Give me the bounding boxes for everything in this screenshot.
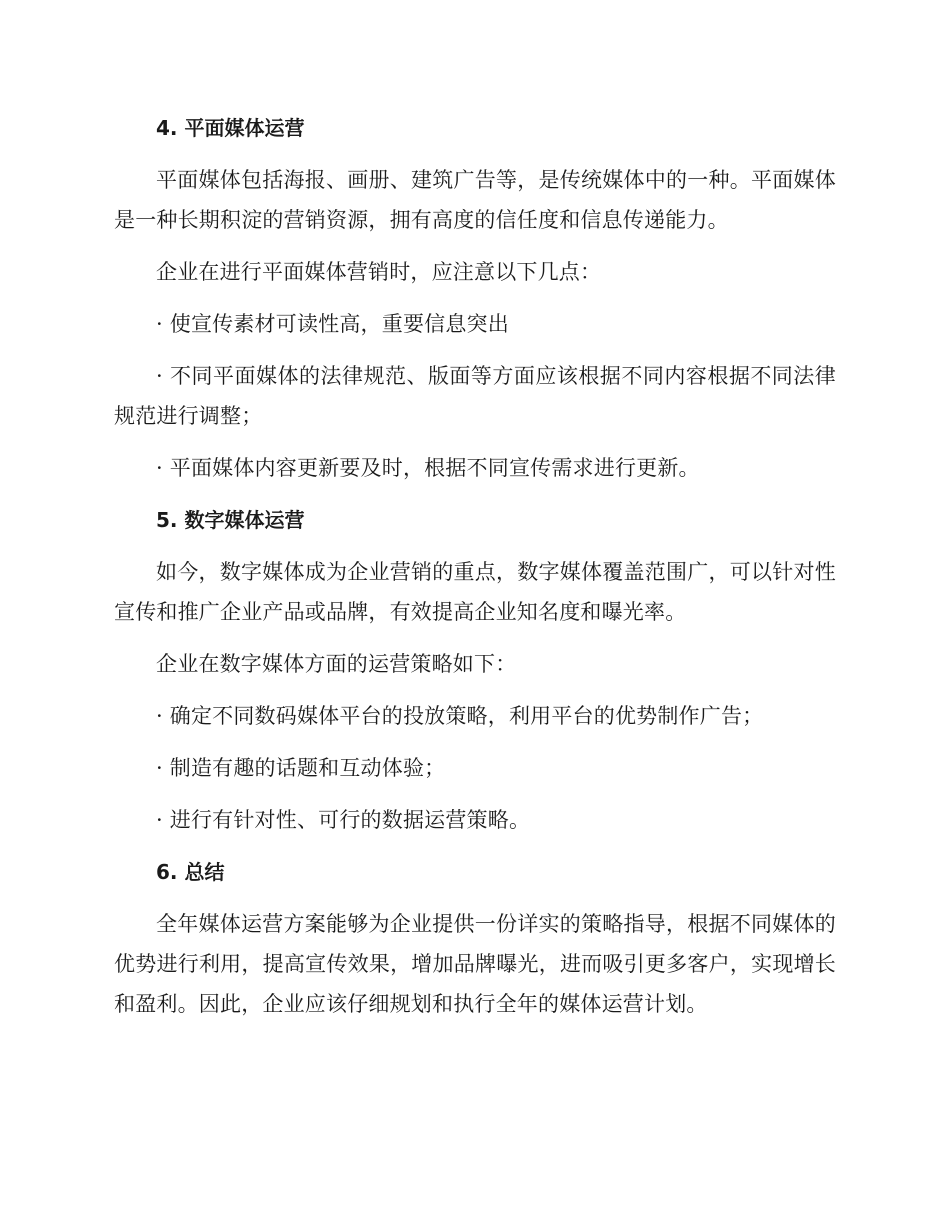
paragraph-summary: 全年媒体运营方案能够为企业提供一份详实的策略指导，根据不同媒体的优势进行利用，提高宣传效果，增加品牌曝光，进而吸引更多客户，实现增长和盈利。因此，企业应该仔细规划和执行全年的媒体运营计划。 — [114, 912, 836, 1016]
paragraph-print-media-intro: 平面媒体包括海报、画册、建筑广告等，是传统媒体中的一种。平面媒体是一种长期积淀的营销资源，拥有高度的信任度和信息传递能力。 — [114, 168, 836, 232]
document-body — [114, 108, 836, 1036]
section-heading-print-media: 4. 平面媒体运营 — [156, 116, 305, 140]
list-item: · 确定不同数码媒体平台的投放策略，利用平台的优势制作广告； — [156, 704, 764, 728]
section-heading-summary: 6. 总结 — [156, 860, 225, 884]
section-heading-digital-media: 5. 数字媒体运营 — [156, 508, 305, 532]
list-item: · 制造有趣的话题和互动体验； — [156, 756, 446, 780]
paragraph-print-media-notes: 企业在进行平面媒体营销时，应注意以下几点： — [156, 260, 602, 284]
list-item: · 平面媒体内容更新要及时，根据不同宣传需求进行更新。 — [156, 456, 700, 480]
paragraph-digital-media-strategy: 企业在数字媒体方面的运营策略如下： — [156, 652, 517, 676]
paragraph-digital-media-intro: 如今，数字媒体成为企业营销的重点，数字媒体覆盖范围广，可以针对性宣传和推广企业产品或品牌，有效提高企业知名度和曝光率。 — [114, 560, 836, 624]
list-item: · 进行有针对性、可行的数据运营策略。 — [156, 808, 531, 832]
list-item: · 使宣传素材可读性高，重要信息突出 — [156, 312, 509, 336]
list-item: · 不同平面媒体的法律规范、版面等方面应该根据不同内容根据不同法律规范进行调整； — [114, 364, 836, 428]
